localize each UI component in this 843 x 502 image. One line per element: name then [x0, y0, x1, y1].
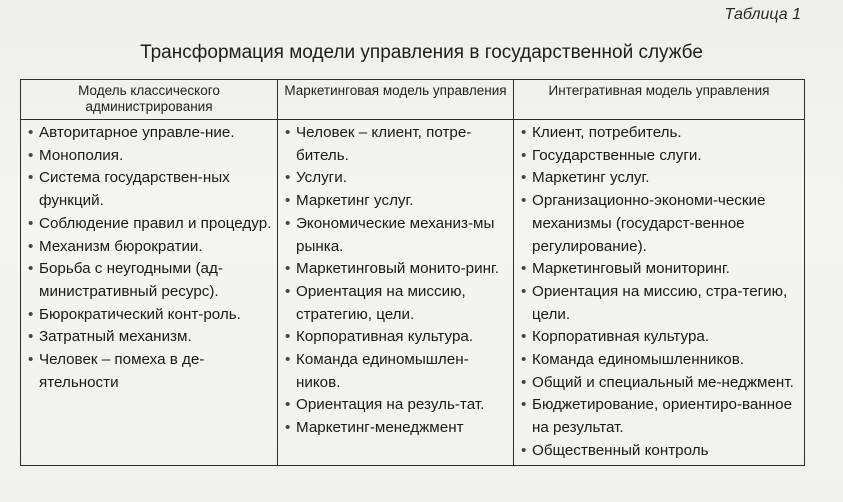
list-item: • Человек – помеха в де-ятельности	[27, 349, 273, 394]
list-item: • Услуги.	[284, 167, 509, 190]
marketing-model-list	[284, 122, 509, 440]
list-item: • Организационно-экономи-ческие механизмы (государст-венное регулирование).	[520, 190, 800, 258]
list-item: • Клиент, потребитель.	[520, 122, 800, 145]
list-item: • Затратный механизм.	[27, 326, 273, 349]
list-item: • Маркетинг услуг.	[284, 190, 509, 213]
list-item: • Государственные слуги.	[520, 145, 800, 168]
list-item: • Ориентация на миссию, стратегию, цели.	[284, 281, 509, 326]
list-item: • Корпоративная культура.	[284, 326, 509, 349]
classical-model-list	[27, 122, 273, 394]
list-item: • Бюрократический конт-роль.	[27, 304, 273, 327]
list-item: • Маркетинг-менеджмент	[284, 417, 509, 440]
table-title: Трансформация модели управления в государственной службе	[140, 42, 703, 63]
list-item: • Маркетинг услуг.	[520, 167, 800, 190]
table-body-row	[21, 120, 805, 466]
list-item: • Общий и специальный ме-неджмент.	[520, 372, 800, 395]
list-item: • Человек – клиент, потре-битель.	[284, 122, 509, 167]
list-item: • Механизм бюрократии.	[27, 236, 273, 259]
list-item: • Бюджетирование, ориентиро-ванное на результат.	[520, 394, 800, 439]
list-item: • Авторитарное управле-ние.	[27, 122, 273, 145]
comparison-table	[20, 79, 805, 466]
header-classical-model: Модель классического администрирования	[21, 80, 278, 120]
list-item: • Маркетинговый монито-ринг.	[284, 258, 509, 281]
list-item: • Корпоративная культура.	[520, 326, 800, 349]
list-item: • Борьба с неугодными (ад-министративный ресурс).	[27, 258, 273, 303]
list-item: • Команда единомышленников.	[520, 349, 800, 372]
list-item: • Общественный контроль	[520, 440, 800, 463]
list-item: • Команда единомышлен-ников.	[284, 349, 509, 394]
list-item: • Соблюдение правил и процедур.	[27, 213, 273, 236]
table-header-row	[21, 80, 805, 120]
list-item: • Экономические механиз-мы рынка.	[284, 213, 509, 258]
header-marketing-model: Маркетинговая модель управления	[278, 80, 514, 120]
marketing-model-cell	[278, 120, 514, 466]
list-item: • Ориентация на миссию, стра-тегию, цели.	[520, 281, 800, 326]
integrative-model-cell	[514, 120, 805, 466]
list-item: • Монополия.	[27, 145, 273, 168]
integrative-model-list	[520, 122, 800, 463]
list-item: • Система государствен-ных функций.	[27, 167, 273, 212]
header-integrative-model: Интегративная модель управления	[514, 80, 805, 120]
list-item: • Маркетинговый мониторинг.	[520, 258, 800, 281]
table-number: Таблица 1	[724, 6, 801, 23]
classical-model-cell	[21, 120, 278, 466]
list-item: • Ориентация на резуль-тат.	[284, 394, 509, 417]
